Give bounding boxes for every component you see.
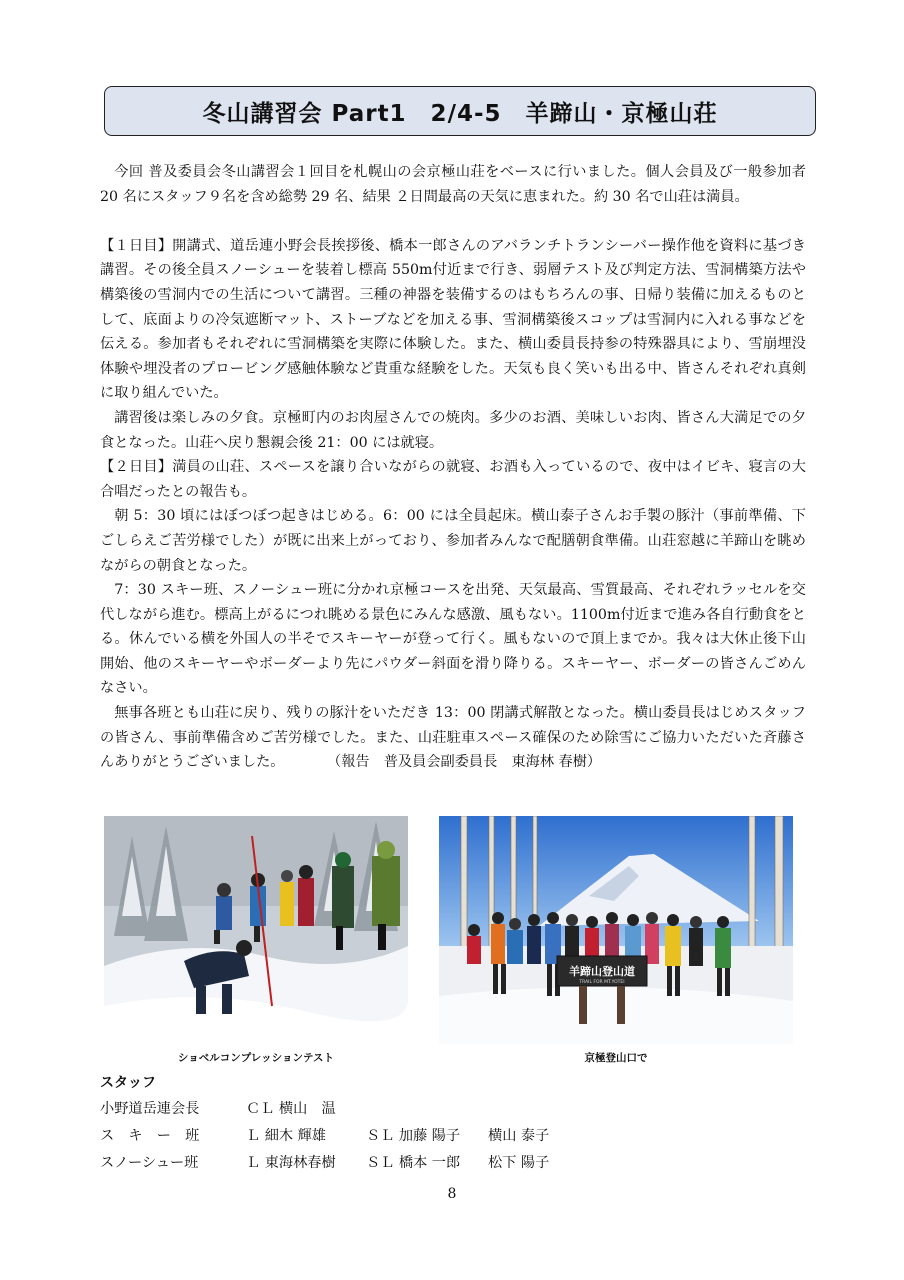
- staff-group: ス キ ー 班: [100, 1127, 200, 1144]
- staff-group: スノーシュー班: [100, 1154, 199, 1171]
- staff-member: 横山 泰子: [488, 1127, 550, 1144]
- staff-member: 松下 陽子: [488, 1154, 550, 1171]
- staff-leader: Ｌ 東海林春樹: [246, 1154, 336, 1171]
- paragraph-gap: [100, 209, 806, 234]
- page-number: 8: [447, 1186, 457, 1202]
- page-title: [104, 86, 816, 136]
- staff-row: [100, 1148, 549, 1175]
- staff-subleader: [366, 1094, 488, 1121]
- trail-sign-text: 羊蹄山登山道: [569, 965, 635, 978]
- staff-row: [100, 1121, 549, 1148]
- morning-paragraph: 朝 5：30 頃にはぼつぼつ起きはじめる。6：00 には全員起床。横山泰子さんお手製の豚汁（事前準備、下ごしらえご苦労様でした）が既に出来上がっており、参加者みんなで配膳朝食準備。山荘窓越に羊蹄山を眺めながらの朝食となった。: [100, 508, 806, 574]
- staff-leader: ＣＬ 横山 温: [246, 1100, 336, 1117]
- staff-row: [100, 1094, 549, 1121]
- day1-paragraph: 【１日目】開講式、道岳連小野会長挨拶後、橋本一郎さんのアバランチトランシーバー操作他を資料に基づき講習。その後全員スノーシューを装着し標高 550m付近まで行き、弱層テスト及び判定方法、雪洞構築方法や構築後の雪洞内での生活について講習。三種の神器を装備するのはもちろんの事、日帰り装備に加えるものとして、底面よりの冷気遮断マット、ストーブなどを加える事、雪洞構築後スコップは雪洞内に入れる事などを伝える。参加者もそれぞれに雪洞構築を実際に体験した。また、横山委員長持参の特殊器具により、雪崩埋没体験や埋没者のプロービング感触体験など貴重な経験をした。天気も良く笑いも出る中、皆さんそれぞれ真剣に取り組んでいた。: [100, 237, 806, 402]
- staff-leader: Ｌ 細木 輝雄: [246, 1127, 326, 1144]
- photo-shovel-test: [104, 816, 408, 1044]
- day2-paragraph: 【２日目】満員の山荘、スペースを譲り合いながらの就寝、お酒も入っているので、夜中はイビキ、寝言の大合唱だったとの報告も。: [100, 459, 806, 500]
- left-photo-caption: ショベルコンプレッションテスト: [177, 1052, 335, 1064]
- intro-paragraph: 今回 普及委員会冬山講習会１回目を札幌山の会京極山荘をベースに行いました。個人会員及び一般参加者 20 名にスタッフ９名を含め総勢 29 名、結果 ２日間最高の天気に恵まれた。約 30 名で山荘は満員。: [100, 164, 806, 205]
- staff-member: [488, 1094, 549, 1121]
- closing-paragraph: [100, 701, 806, 775]
- trail-sign-subtext: TRAIL FOR MT.YOTEI: [579, 980, 625, 985]
- staff-heading: スタッフ: [100, 1075, 156, 1091]
- staff-group: 小野道岳連会長: [100, 1100, 200, 1117]
- staff-subleader: ＳＬ 加藤 陽子: [366, 1127, 461, 1144]
- right-photo-caption: 京極登山口で: [584, 1052, 648, 1064]
- closing-text: 無事各班とも山荘に戻り、残りの豚汁をいただき 13：00 閉講式解散となった。横山委員長はじめスタッフの皆さん、事前準備含めご苦労様でした。また、山荘駐車スペース確保のため除雪にご協力いただいた斉藤さんありがとうございました。: [100, 705, 806, 771]
- report-body: [100, 160, 806, 775]
- climb-paragraph: 7：30 スキー班、スノーシュー班に分かれ京極コースを出発、天気最高、雪質最高、それぞれラッセルを交代しながら進む。標高上がるにつれ眺める景色にみんな感激、風もない。1100m付近まで進み各自行動食をとる。休んでいる横を外国人の半そでスキーヤーが登って行く。風もないので頂上までか。我々は大休止後下山開始、他のスキーヤーやボーダーより先にパウダー斜面を滑り降りる。スキーヤー、ボーダーの皆さんごめんなさい。: [100, 582, 806, 697]
- staff-subleader: ＳＬ 橋本 一郎: [366, 1154, 461, 1171]
- dinner-paragraph: 講習後は楽しみの夕食。京極町内のお肉屋さんでの焼肉。多少のお酒、美味しいお肉、皆さん大満足での夕食となった。山荘へ戻り懇親会後 21：00 には就寝。: [100, 409, 806, 451]
- staff-table: [100, 1094, 549, 1175]
- report-credit: （報告 普及員会副委員長 東海林 春樹）: [327, 754, 602, 771]
- page-title-text: 冬山講習会 Part1 2/4-5 羊蹄山・京極山荘: [202, 100, 718, 127]
- photo-trailhead-group: [439, 816, 793, 1044]
